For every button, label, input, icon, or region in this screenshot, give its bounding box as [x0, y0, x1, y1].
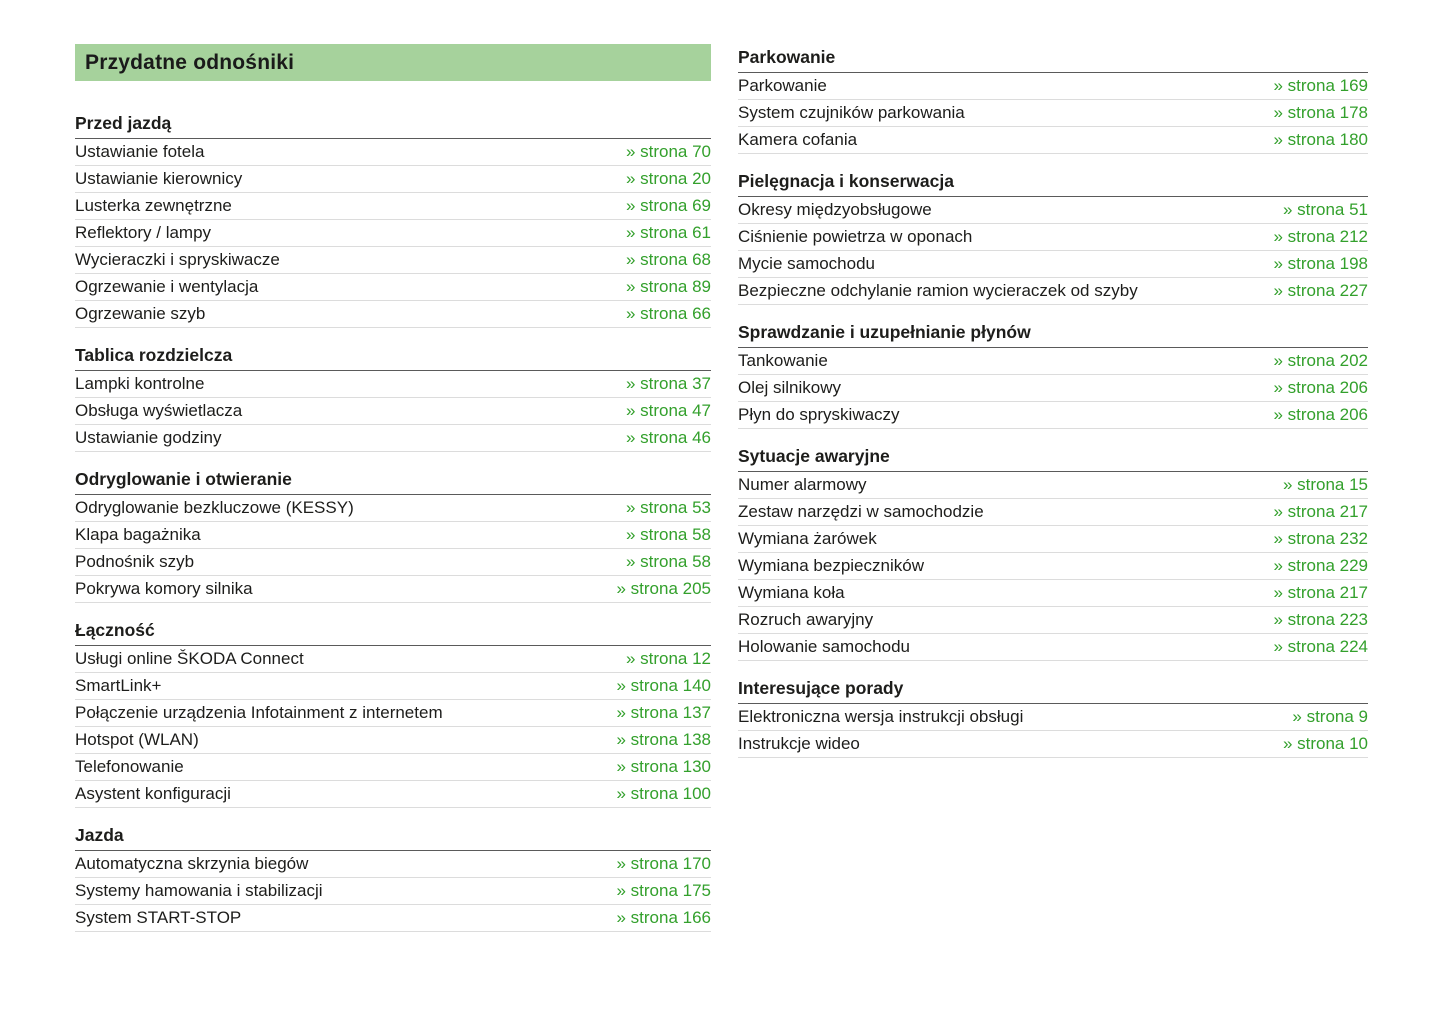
section-heading: Sprawdzanie i uzupełnianie płynów [738, 319, 1368, 348]
index-section [738, 443, 1368, 661]
section-heading: Interesujące porady [738, 675, 1368, 704]
page-link[interactable]: » strona 51 [1282, 200, 1368, 219]
index-row [75, 220, 711, 247]
page-link[interactable]: » strona 130 [616, 757, 711, 776]
item-label: Asystent konfiguracji [75, 784, 231, 803]
item-label: Holowanie samochodu [738, 637, 910, 656]
index-row [738, 375, 1368, 402]
index-row [738, 197, 1368, 224]
page-link[interactable]: » strona 206 [1273, 378, 1368, 397]
index-row [738, 731, 1368, 758]
index-row [75, 905, 711, 932]
index-row [75, 700, 711, 727]
index-row [738, 607, 1368, 634]
item-label: Pokrywa komory silnika [75, 579, 253, 598]
index-section [75, 617, 711, 808]
index-section [738, 675, 1368, 758]
index-row [75, 851, 711, 878]
page-link[interactable]: » strona 175 [616, 881, 711, 900]
section-heading: Sytuacje awaryjne [738, 443, 1368, 472]
page-link[interactable]: » strona 20 [625, 169, 711, 188]
index-section [75, 110, 711, 328]
page-link[interactable]: » strona 224 [1273, 637, 1368, 656]
section-heading: Parkowanie [738, 44, 1368, 73]
item-label: Lampki kontrolne [75, 374, 205, 393]
page-link[interactable]: » strona 12 [625, 649, 711, 668]
item-label: Ustawianie fotela [75, 142, 205, 161]
item-label: Olej silnikowy [738, 378, 841, 397]
item-label: Parkowanie [738, 76, 827, 95]
section-heading: Pielęgnacja i konserwacja [738, 168, 1368, 197]
page-link[interactable]: » strona 205 [616, 579, 711, 598]
index-section [738, 168, 1368, 305]
page-link[interactable]: » strona 9 [1292, 707, 1368, 726]
item-label: Klapa bagażnika [75, 525, 201, 544]
page-link[interactable]: » strona 10 [1282, 734, 1368, 753]
page-link[interactable]: » strona 37 [625, 374, 711, 393]
index-row [738, 348, 1368, 375]
item-label: Okresy międzyobsługowe [738, 200, 932, 219]
page-link[interactable]: » strona 140 [616, 676, 711, 695]
page-link[interactable]: » strona 170 [616, 854, 711, 873]
item-label: Wycieraczki i spryskiwacze [75, 250, 280, 269]
index-section [738, 319, 1368, 429]
index-row [75, 673, 711, 700]
item-label: Wymiana bezpieczników [738, 556, 924, 575]
left-sections [75, 110, 711, 932]
index-row [738, 704, 1368, 731]
item-label: Mycie samochodu [738, 254, 876, 273]
item-label: Rozruch awaryjny [738, 610, 874, 629]
page-link[interactable]: » strona 180 [1273, 130, 1368, 149]
item-label: Wymiana koła [738, 583, 845, 602]
item-label: Ustawianie kierownicy [75, 169, 243, 188]
page-link[interactable]: » strona 223 [1273, 610, 1368, 629]
index-row [738, 553, 1368, 580]
index-row [738, 278, 1368, 305]
index-row [75, 495, 711, 522]
index-row [75, 274, 711, 301]
page-link[interactable]: » strona 217 [1273, 583, 1368, 602]
item-label: Połączenie urządzenia Infotainment z internetem [75, 703, 443, 722]
item-label: Elektroniczna wersja instrukcji obsługi [738, 707, 1024, 726]
item-label: Ogrzewanie szyb [75, 304, 206, 323]
item-label: Zestaw narzędzi w samochodzie [738, 502, 984, 521]
page-link[interactable]: » strona 217 [1273, 502, 1368, 521]
index-row [738, 251, 1368, 278]
page-link[interactable]: » strona 202 [1273, 351, 1368, 370]
index-row [738, 100, 1368, 127]
page-link[interactable]: » strona 15 [1282, 475, 1368, 494]
item-label: Telefonowanie [75, 757, 184, 776]
page-link[interactable]: » strona 66 [625, 304, 711, 323]
page-link[interactable]: » strona 206 [1273, 405, 1368, 424]
item-label: Reflektory / lampy [75, 223, 212, 242]
page-link[interactable]: » strona 100 [616, 784, 711, 803]
item-label: Usługi online ŠKODA Connect [75, 649, 304, 668]
section-heading: Łączność [75, 617, 711, 646]
page-link[interactable]: » strona 89 [625, 277, 711, 296]
section-heading: Tablica rozdzielcza [75, 342, 711, 371]
item-label: Kamera cofania [738, 130, 858, 149]
page-link[interactable]: » strona 178 [1273, 103, 1368, 122]
page-link[interactable]: » strona 229 [1273, 556, 1368, 575]
index-row [738, 472, 1368, 499]
index-row [75, 247, 711, 274]
index-row [75, 549, 711, 576]
item-label: System czujników parkowania [738, 103, 965, 122]
index-row [75, 754, 711, 781]
index-row [75, 727, 711, 754]
section-heading: Jazda [75, 822, 711, 851]
index-row [738, 224, 1368, 251]
item-label: Obsługa wyświetlacza [75, 401, 243, 420]
index-row [75, 576, 711, 603]
index-row [75, 646, 711, 673]
item-label: Lusterka zewnętrzne [75, 196, 232, 215]
index-row [75, 193, 711, 220]
item-label: SmartLink+ [75, 676, 162, 695]
index-section [75, 466, 711, 603]
index-row [738, 526, 1368, 553]
item-label: Ogrzewanie i wentylacja [75, 277, 259, 296]
index-row [738, 73, 1368, 100]
page-link[interactable]: » strona 137 [616, 703, 711, 722]
index-row [738, 402, 1368, 429]
item-label: Systemy hamowania i stabilizacji [75, 881, 323, 900]
index-row [738, 127, 1368, 154]
item-label: Wymiana żarówek [738, 529, 877, 548]
item-label: System START-STOP [75, 908, 242, 927]
index-section [75, 822, 711, 932]
page-link[interactable]: » strona 47 [625, 401, 711, 420]
page-link[interactable]: » strona 46 [625, 428, 711, 447]
item-label: Płyn do spryskiwaczy [738, 405, 900, 424]
index-row [75, 398, 711, 425]
index-row [75, 878, 711, 905]
item-label: Ustawianie godziny [75, 428, 222, 447]
page-link[interactable]: » strona 58 [625, 552, 711, 571]
page-link[interactable]: » strona 198 [1273, 254, 1368, 273]
index-row [738, 580, 1368, 607]
index-section [738, 44, 1368, 154]
page-link[interactable]: » strona 227 [1273, 281, 1368, 300]
index-row [75, 371, 711, 398]
index-row [738, 499, 1368, 526]
page-link[interactable]: » strona 166 [616, 908, 711, 927]
item-label: Automatyczna skrzynia biegów [75, 854, 309, 873]
page-link[interactable]: » strona 169 [1273, 76, 1368, 95]
right-column [738, 44, 1368, 932]
index-row [75, 522, 711, 549]
section-heading: Odryglowanie i otwieranie [75, 466, 711, 495]
item-label: Tankowanie [738, 351, 828, 370]
page-link[interactable]: » strona 232 [1273, 529, 1368, 548]
index-row [75, 166, 711, 193]
left-column [75, 44, 711, 932]
index-row [75, 301, 711, 328]
index-section [75, 342, 711, 452]
page-title: Przydatne odnośniki [85, 51, 295, 74]
page-link[interactable]: » strona 212 [1273, 227, 1368, 246]
item-label: Podnośnik szyb [75, 552, 195, 571]
item-label: Hotspot (WLAN) [75, 730, 199, 749]
page-link[interactable]: » strona 68 [625, 250, 711, 269]
index-row [75, 425, 711, 452]
page-link[interactable]: » strona 138 [616, 730, 711, 749]
item-label: Ciśnienie powietrza w oponach [738, 227, 973, 246]
item-label: Numer alarmowy [738, 475, 867, 494]
item-label: Instrukcje wideo [738, 734, 860, 753]
page-title-banner [75, 44, 711, 81]
page-link[interactable]: » strona 69 [625, 196, 711, 215]
right-sections [738, 44, 1368, 758]
section-heading: Przed jazdą [75, 110, 711, 139]
page-link[interactable]: » strona 61 [625, 223, 711, 242]
item-label: Odryglowanie bezkluczowe (KESSY) [75, 498, 354, 517]
index-row [738, 634, 1368, 661]
index-row [75, 781, 711, 808]
page-link[interactable]: » strona 58 [625, 525, 711, 544]
index-row [75, 139, 711, 166]
page-link[interactable]: » strona 53 [625, 498, 711, 517]
page-link[interactable]: » strona 70 [625, 142, 711, 161]
item-label: Bezpieczne odchylanie ramion wycieraczek od szyby [738, 281, 1138, 300]
